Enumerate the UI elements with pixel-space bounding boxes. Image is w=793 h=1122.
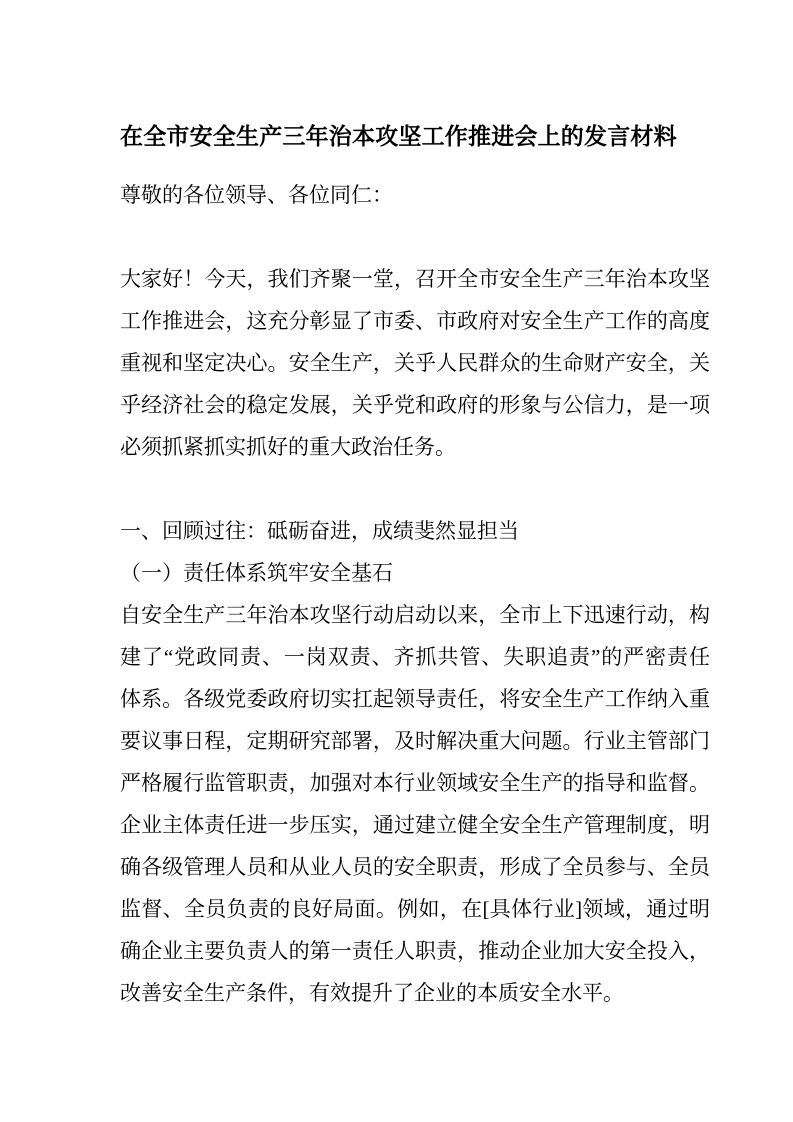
paragraph-line: 企业主体责任进一步压实，通过建立健全安全生产管理制度，明 — [120, 813, 710, 837]
paragraph-line: 改善安全生产条件，有效提升了企业的本质安全水平。 — [120, 981, 624, 1005]
paragraph-line: 监督、全员负责的良好局面。例如，在[具体行业]领域，通过明 — [120, 897, 710, 921]
paragraph-line: 乎经济社会的稳定发展，关乎党和政府的形象与公信力，是一项 — [120, 393, 710, 417]
paragraph-line: 建了“党政同责、一岗双责、齐抓共管、失职追责”的严密责任 — [120, 645, 710, 669]
document-title: 在全市安全生产三年治本攻坚工作推进会上的发言材料 — [120, 123, 677, 149]
salutation: 尊敬的各位领导、各位同仁： — [120, 183, 393, 207]
section-heading: 一、回顾过往：砥砺奋进，成绩斐然显担当 — [120, 519, 519, 543]
paragraph-line: 要议事日程，定期研究部署，及时解决重大问题。行业主管部门 — [120, 729, 710, 753]
paragraph-line: 确各级管理人员和从业人员的安全职责，形成了全员参与、全员 — [120, 855, 710, 879]
paragraph-line: 自安全生产三年治本攻坚行动启动以来，全市上下迅速行动，构 — [120, 603, 710, 627]
paragraph-line: 体系。各级党委政府切实扛起领导责任，将安全生产工作纳入重 — [120, 687, 710, 711]
paragraph-line: 严格履行监管职责，加强对本行业领域安全生产的指导和监督。 — [120, 771, 710, 795]
paragraph-line: 重视和坚定决心。安全生产，关乎人民群众的生命财产安全，关 — [120, 351, 710, 375]
subsection-heading: （一）责任体系筑牢安全基石 — [120, 561, 393, 585]
blank-line — [120, 216, 710, 258]
blank-line — [120, 468, 710, 510]
paragraph-line: 工作推进会，这充分彰显了市委、市政府对安全生产工作的高度 — [120, 309, 710, 333]
paragraph-line: 必须抓紧抓实抓好的重大政治任务。 — [120, 435, 456, 459]
paragraph-line: 确企业主要负责人的第一责任人职责，推动企业加大安全投入， — [120, 939, 710, 963]
paragraph-line: 大家好！今天，我们齐聚一堂，召开全市安全生产三年治本攻坚 — [120, 267, 710, 291]
